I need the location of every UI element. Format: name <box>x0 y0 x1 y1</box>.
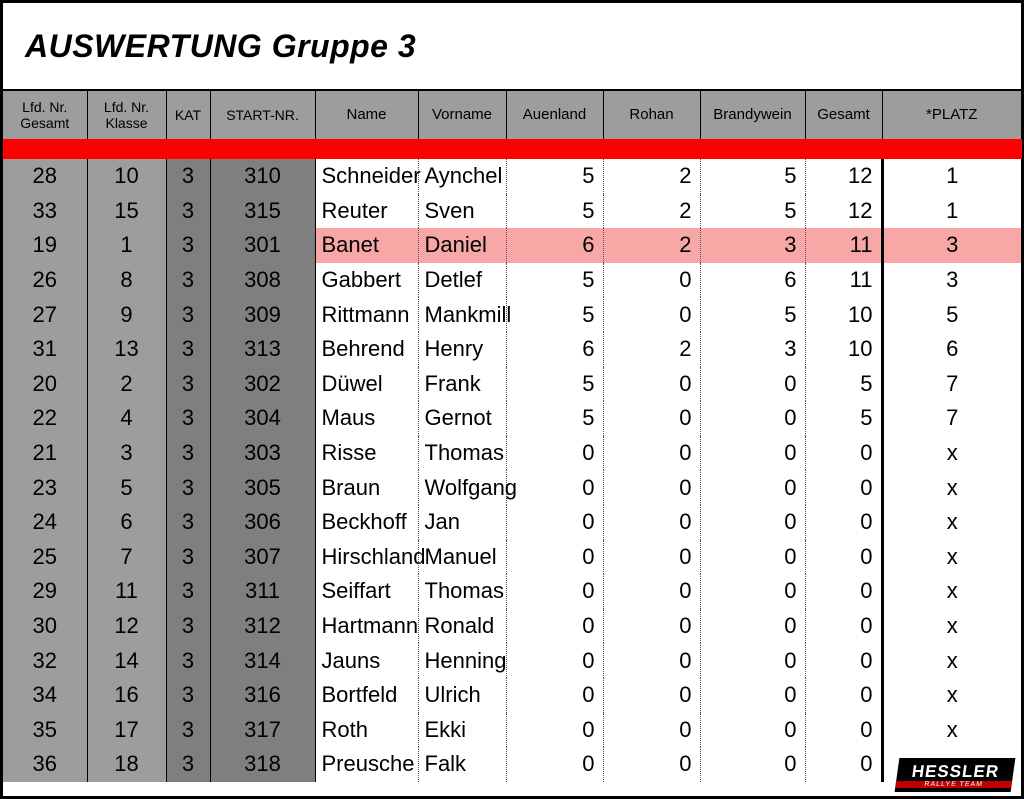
cell-lfd-klasse: 8 <box>87 263 166 298</box>
cell-auenland: 0 <box>506 643 603 678</box>
cell-rohan: 0 <box>603 263 700 298</box>
table-row <box>3 574 1021 609</box>
table-row <box>3 332 1021 367</box>
separator-cell <box>805 139 882 159</box>
separator-cell <box>315 139 418 159</box>
cell-start-nr: 308 <box>210 263 315 298</box>
cell-brandywein: 3 <box>700 228 805 263</box>
cell-lfd-klasse: 4 <box>87 401 166 436</box>
cell-name: Braun <box>315 470 418 505</box>
cell-gesamt: 5 <box>805 367 882 402</box>
table-row <box>3 367 1021 402</box>
cell-gesamt: 10 <box>805 332 882 367</box>
cell-vorname: Thomas <box>418 436 506 471</box>
cell-auenland: 0 <box>506 747 603 782</box>
cell-platz: x <box>882 436 1021 471</box>
cell-auenland: 0 <box>506 678 603 713</box>
cell-gesamt: 11 <box>805 228 882 263</box>
cell-vorname: Ulrich <box>418 678 506 713</box>
separator-cell <box>700 139 805 159</box>
cell-lfd-gesamt: 24 <box>3 505 87 540</box>
cell-lfd-gesamt: 27 <box>3 297 87 332</box>
cell-kat: 3 <box>166 678 210 713</box>
cell-platz: x <box>882 470 1021 505</box>
cell-rohan: 0 <box>603 643 700 678</box>
cell-auenland: 5 <box>506 159 603 194</box>
cell-kat: 3 <box>166 436 210 471</box>
table-body <box>3 159 1021 782</box>
cell-lfd-gesamt: 30 <box>3 609 87 644</box>
cell-name: Rittmann <box>315 297 418 332</box>
cell-lfd-klasse: 2 <box>87 367 166 402</box>
cell-start-nr: 302 <box>210 367 315 402</box>
separator-cell <box>3 139 87 159</box>
cell-lfd-klasse: 14 <box>87 643 166 678</box>
cell-vorname: Falk <box>418 747 506 782</box>
cell-auenland: 6 <box>506 332 603 367</box>
cell-gesamt: 0 <box>805 540 882 575</box>
cell-lfd-gesamt: 36 <box>3 747 87 782</box>
cell-gesamt: 10 <box>805 297 882 332</box>
column-header-lfd-klasse-line2: Klasse <box>105 115 148 131</box>
column-header-lfd-klasse-line1: Lfd. Nr. <box>103 98 150 115</box>
table-row <box>3 159 1021 194</box>
cell-rohan: 0 <box>603 297 700 332</box>
cell-vorname: Frank <box>418 367 506 402</box>
column-header-lfd-gesamt <box>3 91 87 139</box>
cell-kat: 3 <box>166 332 210 367</box>
cell-start-nr: 318 <box>210 747 315 782</box>
cell-vorname: Detlef <box>418 263 506 298</box>
table-header-row <box>3 91 1021 139</box>
separator-cell <box>603 139 700 159</box>
cell-platz: 3 <box>882 263 1021 298</box>
cell-auenland: 5 <box>506 401 603 436</box>
cell-kat: 3 <box>166 367 210 402</box>
cell-lfd-gesamt: 35 <box>3 713 87 748</box>
cell-rohan: 2 <box>603 228 700 263</box>
cell-lfd-gesamt: 23 <box>3 470 87 505</box>
cell-kat: 3 <box>166 540 210 575</box>
cell-rohan: 2 <box>603 194 700 229</box>
cell-lfd-gesamt: 25 <box>3 540 87 575</box>
cell-rohan: 0 <box>603 470 700 505</box>
cell-brandywein: 5 <box>700 297 805 332</box>
title-bar <box>3 3 1021 91</box>
cell-lfd-klasse: 10 <box>87 159 166 194</box>
cell-start-nr: 305 <box>210 470 315 505</box>
cell-rohan: 0 <box>603 540 700 575</box>
column-header-gesamt: Gesamt <box>805 91 882 139</box>
cell-name: Beckhoff <box>315 505 418 540</box>
cell-brandywein: 0 <box>700 470 805 505</box>
cell-name: Roth <box>315 713 418 748</box>
column-header-lfd-klasse <box>87 91 166 139</box>
cell-lfd-gesamt: 21 <box>3 436 87 471</box>
cell-lfd-klasse: 13 <box>87 332 166 367</box>
cell-rohan: 0 <box>603 678 700 713</box>
cell-platz: 7 <box>882 401 1021 436</box>
cell-gesamt: 11 <box>805 263 882 298</box>
cell-platz: x <box>882 540 1021 575</box>
cell-start-nr: 312 <box>210 609 315 644</box>
cell-vorname: Mankmill <box>418 297 506 332</box>
cell-auenland: 5 <box>506 194 603 229</box>
table-row <box>3 194 1021 229</box>
cell-lfd-klasse: 5 <box>87 470 166 505</box>
table-row <box>3 643 1021 678</box>
cell-lfd-gesamt: 20 <box>3 367 87 402</box>
cell-name: Banet <box>315 228 418 263</box>
cell-platz: 3 <box>882 228 1021 263</box>
cell-kat: 3 <box>166 470 210 505</box>
cell-kat: 3 <box>166 228 210 263</box>
column-header-brandywein: Brandywein <box>700 91 805 139</box>
cell-brandywein: 0 <box>700 609 805 644</box>
cell-rohan: 2 <box>603 159 700 194</box>
cell-start-nr: 314 <box>210 643 315 678</box>
cell-kat: 3 <box>166 643 210 678</box>
cell-platz: 1 <box>882 159 1021 194</box>
column-header-lfd-gesamt-line2: Gesamt <box>20 115 70 131</box>
cell-lfd-klasse: 11 <box>87 574 166 609</box>
cell-start-nr: 306 <box>210 505 315 540</box>
cell-gesamt: 0 <box>805 609 882 644</box>
cell-kat: 3 <box>166 263 210 298</box>
cell-brandywein: 5 <box>700 194 805 229</box>
cell-start-nr: 301 <box>210 228 315 263</box>
cell-gesamt: 12 <box>805 194 882 229</box>
header-separator-bar <box>3 139 1021 159</box>
cell-platz: x <box>882 574 1021 609</box>
cell-brandywein: 0 <box>700 574 805 609</box>
cell-kat: 3 <box>166 159 210 194</box>
cell-brandywein: 0 <box>700 505 805 540</box>
table-row <box>3 470 1021 505</box>
cell-lfd-gesamt: 29 <box>3 574 87 609</box>
table-row <box>3 436 1021 471</box>
cell-vorname: Thomas <box>418 574 506 609</box>
cell-rohan: 2 <box>603 332 700 367</box>
cell-name: Düwel <box>315 367 418 402</box>
cell-name: Jauns <box>315 643 418 678</box>
cell-vorname: Ekki <box>418 713 506 748</box>
cell-brandywein: 0 <box>700 367 805 402</box>
cell-rohan: 0 <box>603 713 700 748</box>
column-header-start-nr: START-NR. <box>210 91 315 139</box>
cell-kat: 3 <box>166 713 210 748</box>
cell-vorname: Manuel <box>418 540 506 575</box>
cell-brandywein: 0 <box>700 747 805 782</box>
cell-auenland: 5 <box>506 297 603 332</box>
cell-lfd-gesamt: 22 <box>3 401 87 436</box>
cell-auenland: 0 <box>506 436 603 471</box>
column-header-rohan: Rohan <box>603 91 700 139</box>
cell-lfd-gesamt: 31 <box>3 332 87 367</box>
cell-start-nr: 304 <box>210 401 315 436</box>
cell-gesamt: 0 <box>805 574 882 609</box>
cell-gesamt: 0 <box>805 505 882 540</box>
hessler-rallye-team-logo <box>895 758 1016 792</box>
cell-auenland: 0 <box>506 574 603 609</box>
cell-auenland: 0 <box>506 470 603 505</box>
table-row <box>3 678 1021 713</box>
cell-start-nr: 303 <box>210 436 315 471</box>
cell-lfd-klasse: 16 <box>87 678 166 713</box>
cell-platz: x <box>882 678 1021 713</box>
cell-lfd-gesamt: 26 <box>3 263 87 298</box>
cell-lfd-gesamt: 32 <box>3 643 87 678</box>
cell-platz: x <box>882 609 1021 644</box>
cell-lfd-klasse: 15 <box>87 194 166 229</box>
cell-kat: 3 <box>166 609 210 644</box>
cell-gesamt: 0 <box>805 470 882 505</box>
cell-start-nr: 317 <box>210 713 315 748</box>
column-header-kat: KAT <box>166 91 210 139</box>
table-row <box>3 713 1021 748</box>
cell-vorname: Wolfgang <box>418 470 506 505</box>
cell-lfd-klasse: 7 <box>87 540 166 575</box>
cell-brandywein: 0 <box>700 401 805 436</box>
cell-name: Risse <box>315 436 418 471</box>
cell-gesamt: 0 <box>805 643 882 678</box>
cell-brandywein: 0 <box>700 713 805 748</box>
cell-start-nr: 313 <box>210 332 315 367</box>
column-header-lfd-gesamt-line1: Lfd. Nr. <box>22 98 68 115</box>
cell-rohan: 0 <box>603 747 700 782</box>
separator-cell <box>87 139 166 159</box>
cell-name: Seiffart <box>315 574 418 609</box>
cell-start-nr: 311 <box>210 574 315 609</box>
cell-kat: 3 <box>166 194 210 229</box>
cell-auenland: 0 <box>506 713 603 748</box>
cell-platz: 7 <box>882 367 1021 402</box>
cell-start-nr: 309 <box>210 297 315 332</box>
cell-rohan: 0 <box>603 574 700 609</box>
cell-gesamt: 5 <box>805 401 882 436</box>
cell-rohan: 0 <box>603 505 700 540</box>
cell-platz: 5 <box>882 297 1021 332</box>
cell-brandywein: 0 <box>700 540 805 575</box>
cell-auenland: 0 <box>506 540 603 575</box>
cell-vorname: Jan <box>418 505 506 540</box>
cell-auenland: 5 <box>506 367 603 402</box>
cell-vorname: Sven <box>418 194 506 229</box>
cell-name: Preusche <box>315 747 418 782</box>
separator-cell <box>166 139 210 159</box>
cell-start-nr: 307 <box>210 540 315 575</box>
cell-gesamt: 0 <box>805 713 882 748</box>
cell-platz: x <box>882 713 1021 748</box>
cell-name: Reuter <box>315 194 418 229</box>
cell-kat: 3 <box>166 297 210 332</box>
cell-rohan: 0 <box>603 609 700 644</box>
cell-lfd-klasse: 6 <box>87 505 166 540</box>
cell-platz: 6 <box>882 332 1021 367</box>
cell-lfd-klasse: 12 <box>87 609 166 644</box>
cell-gesamt: 0 <box>805 436 882 471</box>
cell-auenland: 0 <box>506 609 603 644</box>
cell-auenland: 0 <box>506 505 603 540</box>
cell-platz: x <box>882 505 1021 540</box>
cell-brandywein: 0 <box>700 678 805 713</box>
cell-vorname: Henry <box>418 332 506 367</box>
cell-kat: 3 <box>166 574 210 609</box>
column-header-auenland: Auenland <box>506 91 603 139</box>
logo-tagline: RALLYE TEAM <box>895 781 1012 788</box>
cell-gesamt: 0 <box>805 747 882 782</box>
cell-gesamt: 12 <box>805 159 882 194</box>
cell-lfd-klasse: 1 <box>87 228 166 263</box>
cell-lfd-klasse: 3 <box>87 436 166 471</box>
separator-cell <box>506 139 603 159</box>
cell-name: Hartmann <box>315 609 418 644</box>
cell-vorname: Gernot <box>418 401 506 436</box>
cell-name: Bortfeld <box>315 678 418 713</box>
cell-auenland: 5 <box>506 263 603 298</box>
cell-brandywein: 5 <box>700 159 805 194</box>
cell-lfd-klasse: 17 <box>87 713 166 748</box>
cell-lfd-klasse: 9 <box>87 297 166 332</box>
separator-cell <box>418 139 506 159</box>
table-row <box>3 609 1021 644</box>
cell-brandywein: 3 <box>700 332 805 367</box>
logo-name: HESSLER <box>910 761 1001 781</box>
cell-auenland: 6 <box>506 228 603 263</box>
cell-gesamt: 0 <box>805 678 882 713</box>
cell-lfd-gesamt: 19 <box>3 228 87 263</box>
cell-kat: 3 <box>166 401 210 436</box>
table-row <box>3 401 1021 436</box>
cell-vorname: Aynchel <box>418 159 506 194</box>
cell-start-nr: 310 <box>210 159 315 194</box>
table-row <box>3 297 1021 332</box>
cell-lfd-gesamt: 28 <box>3 159 87 194</box>
cell-vorname: Daniel <box>418 228 506 263</box>
column-header-vorname: Vorname <box>418 91 506 139</box>
column-header-platz: *PLATZ <box>882 91 1021 139</box>
cell-lfd-gesamt: 33 <box>3 194 87 229</box>
cell-platz: 1 <box>882 194 1021 229</box>
page-title: AUSWERTUNG Gruppe 3 <box>25 27 417 64</box>
cell-name: Schneider <box>315 159 418 194</box>
cell-name: Hirschland <box>315 540 418 575</box>
cell-kat: 3 <box>166 505 210 540</box>
cell-platz: x <box>882 643 1021 678</box>
separator-cell <box>210 139 315 159</box>
cell-name: Gabbert <box>315 263 418 298</box>
cell-vorname: Ronald <box>418 609 506 644</box>
cell-vorname: Henning <box>418 643 506 678</box>
cell-name: Behrend <box>315 332 418 367</box>
cell-lfd-gesamt: 34 <box>3 678 87 713</box>
cell-brandywein: 0 <box>700 436 805 471</box>
cell-rohan: 0 <box>603 436 700 471</box>
cell-rohan: 0 <box>603 367 700 402</box>
cell-name: Maus <box>315 401 418 436</box>
table-row <box>3 263 1021 298</box>
cell-kat: 3 <box>166 747 210 782</box>
cell-brandywein: 6 <box>700 263 805 298</box>
column-header-name: Name <box>315 91 418 139</box>
separator-cell <box>882 139 1021 159</box>
cell-start-nr: 316 <box>210 678 315 713</box>
table-row <box>3 747 1021 782</box>
cell-start-nr: 315 <box>210 194 315 229</box>
table-row <box>3 540 1021 575</box>
table-row <box>3 505 1021 540</box>
results-table <box>3 91 1022 782</box>
cell-lfd-klasse: 18 <box>87 747 166 782</box>
cell-rohan: 0 <box>603 401 700 436</box>
cell-brandywein: 0 <box>700 643 805 678</box>
table-row <box>3 228 1021 263</box>
